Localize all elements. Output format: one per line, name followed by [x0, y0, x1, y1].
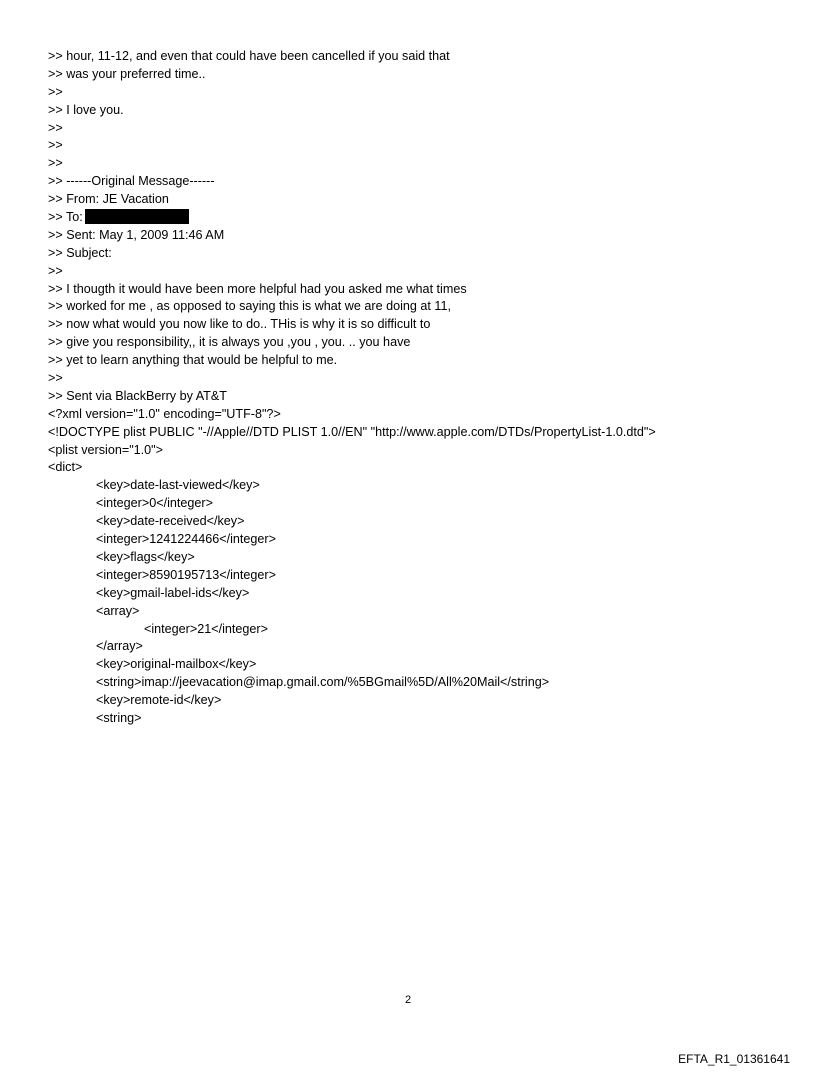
- email-line: >>: [48, 371, 63, 386]
- redaction-block: [85, 209, 189, 224]
- email-line: >> was your preferred time..: [48, 66, 206, 81]
- plist-line: <?xml version="1.0" encoding="UTF-8"?>: [48, 406, 281, 421]
- plist-line: <key>flags</key>: [96, 549, 195, 564]
- email-line: >>: [48, 138, 63, 153]
- plist-line: </array>: [96, 639, 143, 654]
- plist-line: <integer>21</integer>: [144, 621, 268, 636]
- plist-line: <integer>1241224466</integer>: [96, 532, 276, 547]
- email-line: >> hour, 11-12, and even that could have been cancelled if you said that: [48, 49, 450, 63]
- plist-line: <key>gmail-label-ids</key>: [96, 585, 250, 600]
- plist-line: <integer>0</integer>: [96, 496, 213, 511]
- plist-line: <string>imap://jeevacation@imap.gmail.com/%5BGmail%5D/All%20Mail</string>: [96, 675, 550, 690]
- email-line: >> I love you.: [48, 102, 124, 117]
- plist-line: <key>remote-id</key>: [96, 693, 222, 708]
- email-line: >> Sent via BlackBerry by AT&T: [48, 388, 227, 403]
- email-line: >>: [48, 84, 63, 99]
- email-line: >>: [48, 120, 63, 135]
- plist-line: <key>original-mailbox</key>: [96, 657, 257, 672]
- plist-line: <integer>8590195713</integer>: [96, 567, 276, 582]
- email-line: >> ------Original Message------: [48, 174, 215, 189]
- plist-line: <array>: [96, 603, 140, 618]
- plist-line: <key>date-received</key>: [96, 514, 245, 529]
- email-line: >>: [48, 156, 63, 171]
- email-line: >> From: JE Vacation: [48, 192, 169, 207]
- email-line: >> give you responsibility,, it is always you ,you , you. .. you have: [48, 335, 411, 350]
- document-id: EFTA_R1_01361641: [678, 1052, 790, 1066]
- email-to-label: >> To:: [48, 210, 83, 225]
- email-line: >> Subject:: [48, 245, 112, 260]
- email-line: >> worked for me , as opposed to saying this is what we are doing at 11,: [48, 299, 451, 314]
- page-number: 2: [404, 994, 412, 1006]
- plist-line: <!DOCTYPE plist PUBLIC "-//Apple//DTD PLIST 1.0//EN" "http://www.apple.com/DTDs/PropertyList-1.0.dtd">: [48, 424, 656, 439]
- email-to-line: [48, 209, 788, 227]
- email-line: >>: [48, 263, 63, 278]
- email-line: >> yet to learn anything that would be helpful to me.: [48, 353, 338, 368]
- plist-line: <dict>: [48, 460, 83, 475]
- email-line: >> Sent: May 1, 2009 11:46 AM: [48, 227, 225, 242]
- email-line: >> now what would you now like to do.. THis is why it is so difficult to: [48, 317, 431, 332]
- plist-line: <key>date-last-viewed</key>: [96, 478, 260, 493]
- email-line: >> I thougth it would have been more helpful had you asked me what times: [48, 281, 467, 296]
- document-body: [48, 48, 788, 728]
- plist-line: <plist version="1.0">: [48, 442, 164, 457]
- plist-line: <string>: [96, 710, 142, 725]
